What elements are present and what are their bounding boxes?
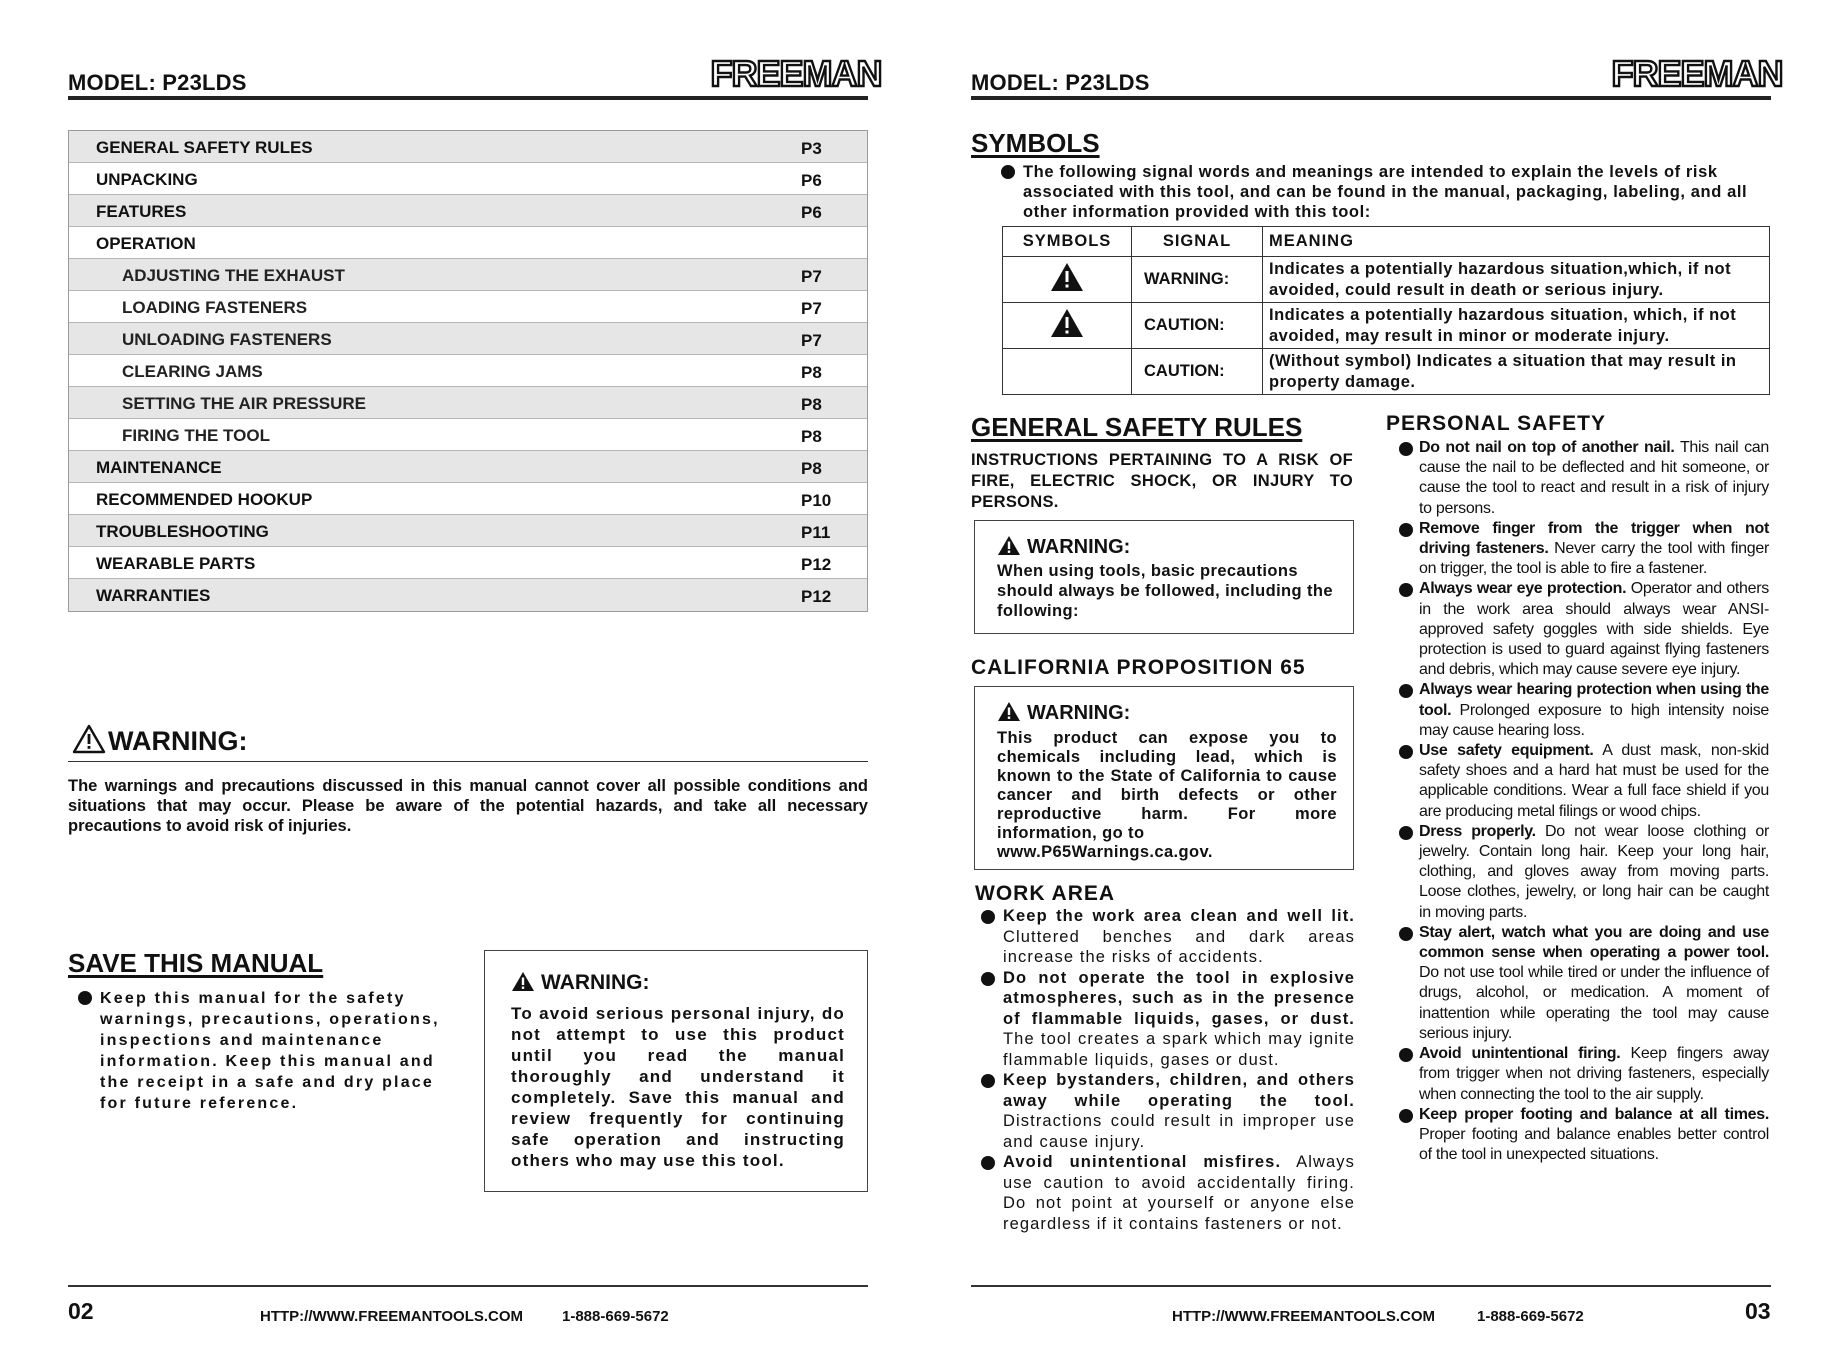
warning-triangle-icon xyxy=(72,724,106,754)
california-prop65-heading: CALIFORNIA PROPOSITION 65 xyxy=(971,656,1306,679)
bullet-icon xyxy=(981,972,995,986)
prop65-url[interactable]: www.P65Warnings.ca.gov. xyxy=(997,843,1213,861)
toc-row[interactable] xyxy=(69,515,867,547)
bullet-icon xyxy=(1399,927,1413,941)
footer-url[interactable]: HTTP://WWW.FREEMANTOOLS.COM xyxy=(260,1308,524,1325)
toc-title: RECOMMENDED HOOKUP xyxy=(96,490,313,509)
model-label: MODEL: P23LDS xyxy=(68,70,247,95)
work-area-list xyxy=(981,906,1355,1234)
work-area-item-text xyxy=(1003,1070,1355,1152)
warning-box-label: WARNING: xyxy=(1027,536,1131,558)
symbols-intro xyxy=(981,162,1781,222)
prop65-warning-box xyxy=(974,686,1354,870)
meaning-cell: (Without symbol) Indicates a situation that may result in property damage. xyxy=(1263,349,1770,395)
work-area-item xyxy=(981,906,1355,968)
work-area-item-bold: Do not operate the tool in explosive atmospheres, such as in the presence of flammable liquids, gases, or dust. xyxy=(1003,968,1355,1028)
bullet-icon xyxy=(1399,826,1413,840)
work-area-item-rest: Cluttered benches and dark areas increase the risks of accidents. xyxy=(1003,927,1355,966)
toc-page: P7 xyxy=(801,299,822,318)
work-area-heading: WORK AREA xyxy=(975,882,1116,905)
table-of-contents xyxy=(68,130,868,612)
work-area-item xyxy=(981,968,1355,1071)
prop65-text xyxy=(997,729,1337,862)
personal-safety-item-text xyxy=(1419,822,1769,923)
meaning-header: MEANING xyxy=(1263,227,1770,257)
warning-triangle-icon xyxy=(511,971,535,992)
symbols-table xyxy=(1002,226,1770,395)
warning-heading xyxy=(68,722,868,762)
toc-row[interactable] xyxy=(69,323,867,355)
toc-page: P7 xyxy=(801,331,822,350)
toc-row[interactable] xyxy=(69,227,867,259)
toc-title: CLEARING JAMS xyxy=(122,362,263,381)
work-area-item xyxy=(981,1152,1355,1234)
meaning-cell: Indicates a potentially hazardous situation,which, if not avoided, could result in death or serious injury. xyxy=(1263,257,1770,303)
personal-safety-item-text xyxy=(1419,579,1769,680)
toc-row[interactable] xyxy=(69,547,867,579)
work-area-item-bold: Keep the work area clean and well lit. xyxy=(1003,907,1355,925)
work-area-item-bold: Avoid unintentional misfires. xyxy=(1003,1153,1282,1171)
personal-safety-item xyxy=(1399,741,1769,822)
toc-title: TROUBLESHOOTING xyxy=(96,522,269,541)
toc-page: P8 xyxy=(801,363,822,382)
warning-box-heading xyxy=(997,701,1130,725)
warning-triangle-icon xyxy=(1050,262,1084,292)
warning-text: The warnings and precautions discussed in this manual cannot cover all possible conditions and situations that may occur. Please be aware of the potential hazards, and take all necessary precautions to avoid risk of injuries. xyxy=(68,777,868,835)
signal-header: SIGNAL xyxy=(1132,227,1263,257)
toc-title: MAINTENANCE xyxy=(96,458,222,477)
symbol-cell xyxy=(1003,303,1132,349)
personal-safety-item-text xyxy=(1419,1044,1769,1105)
warning-box-heading xyxy=(511,971,650,995)
toc-title: UNPACKING xyxy=(96,170,198,189)
toc-row[interactable] xyxy=(69,355,867,387)
work-area-item-rest: Distractions could result in improper use and cause injury. xyxy=(1003,1112,1355,1151)
personal-safety-item-text xyxy=(1419,519,1769,580)
personal-safety-item-rest: Operator and others in the work area should always wear ANSI-approved safety goggles with side shields. Eye protection is used to guard against flying fasteners and debris, which may cause severe eye injury. xyxy=(1419,580,1769,679)
personal-safety-item-bold: Always wear eye protection. xyxy=(1419,580,1627,598)
freeman-logo xyxy=(1611,52,1783,94)
toc-page: P7 xyxy=(801,267,822,286)
work-area-item-text xyxy=(1003,906,1355,968)
right-page xyxy=(917,0,1834,1362)
instructions-text: INSTRUCTIONS PERTAINING TO A RISK OF FIRE, ELECTRIC SHOCK, OR INJURY TO PERSONS. xyxy=(971,451,1353,511)
save-manual-heading: SAVE THIS MANUAL xyxy=(68,948,324,978)
personal-safety-item-bold: Always wear hearing protection when using the tool. xyxy=(1419,681,1769,719)
symbols-heading: SYMBOLS xyxy=(971,128,1100,158)
toc-row[interactable] xyxy=(69,387,867,419)
toc-title: OPERATION xyxy=(96,234,196,253)
save-manual-text: Keep this manual for the safety warnings, precautions, operations, inspections and maintenance information. Keep this manual and the receipt in a safe and dry place for future reference. xyxy=(100,990,440,1112)
personal-safety-item-bold: Use safety equipment. xyxy=(1419,742,1594,760)
personal-safety-item-rest: A dust mask, non-skid safety shoes and a hard hat must be used for the applicable conditions. Wear a full face shield if you are producing metal filings or wood chips. xyxy=(1419,742,1769,820)
toc-page: P8 xyxy=(801,395,822,414)
toc-page: P6 xyxy=(801,171,822,190)
toc-page: P6 xyxy=(801,203,822,222)
bullet-icon xyxy=(78,991,92,1005)
page-number: 02 xyxy=(68,1298,94,1324)
page-number: 03 xyxy=(1745,1298,1771,1324)
personal-safety-heading: PERSONAL SAFETY xyxy=(1386,412,1606,435)
warning-box-text: When using tools, basic precautions should always be followed, including the following: xyxy=(997,562,1333,620)
warning-box-label: WARNING: xyxy=(541,971,650,994)
signal-cell: WARNING: xyxy=(1132,257,1263,303)
personal-safety-item-bold: Stay alert, watch what you are doing and use common sense when operating a power tool. xyxy=(1419,923,1769,962)
warning-box xyxy=(484,950,868,1192)
toc-page: P11 xyxy=(801,523,831,542)
toc-page: P12 xyxy=(801,555,832,574)
personal-safety-item-text xyxy=(1419,1105,1769,1166)
meaning-cell: Indicates a potentially hazardous situation, which, if not avoided, may result in minor or moderate injury. xyxy=(1263,303,1770,349)
toc-row[interactable] xyxy=(69,291,867,323)
work-area-item-text xyxy=(1003,1152,1355,1234)
bullet-icon xyxy=(1399,442,1413,456)
toc-title: UNLOADING FASTENERS xyxy=(122,330,332,349)
personal-safety-item xyxy=(1399,680,1769,741)
toc-title: ADJUSTING THE EXHAUST xyxy=(122,266,345,285)
personal-safety-item-bold: Avoid unintentional firing. xyxy=(1419,1045,1621,1063)
work-area-item xyxy=(981,1070,1355,1152)
toc-title: FIRING THE TOOL xyxy=(122,426,270,445)
personal-safety-item-text xyxy=(1419,923,1769,1044)
toc-title: WEARABLE PARTS xyxy=(96,554,256,573)
warning-label: WARNING: xyxy=(108,726,248,756)
toc-page: P8 xyxy=(801,459,822,478)
toc-title: GENERAL SAFETY RULES xyxy=(96,138,313,157)
work-area-item-bold: Keep bystanders, children, and others away while operating the tool. xyxy=(1003,1071,1355,1110)
prop65-body: This product can expose you to chemicals including lead, which is known to the State of California to cause cancer and birth defects or other reproductive harm. For more information, go to xyxy=(997,729,1337,842)
work-area-item-rest: Always use caution to avoid accidentally firing. Do not point at yourself or anyone else regardless if it contains fasteners or not. xyxy=(1003,1153,1356,1233)
personal-safety-item xyxy=(1399,519,1769,580)
toc-row[interactable] xyxy=(69,131,867,163)
personal-safety-item-bold: Keep proper footing and balance at all times. xyxy=(1419,1105,1769,1123)
personal-safety-item-rest: This nail can cause the nail to be deflected and hit someone, or cause the tool to react and result in a risk of injury to persons. xyxy=(1419,439,1769,517)
personal-safety-item-rest: Proper footing and balance enables better control of the tool in unexpected situations. xyxy=(1419,1125,1769,1164)
toc-row[interactable] xyxy=(69,259,867,291)
header-rule xyxy=(971,96,1771,100)
personal-safety-item xyxy=(1399,1044,1769,1105)
warning-triangle-icon xyxy=(997,535,1021,556)
model-label: MODEL: P23LDS xyxy=(971,70,1150,95)
footer-phone: 1-888-669-5672 xyxy=(562,1308,669,1325)
personal-safety-item xyxy=(1399,1105,1769,1166)
warning-triangle-icon xyxy=(997,701,1021,722)
save-manual-item xyxy=(78,988,450,1114)
symbols-intro-text: The following signal words and meanings are intended to explain the levels of risk associated with this tool, and can be found in the manual, packaging, labeling, and all other information provided with this tool: xyxy=(1023,163,1748,221)
footer-phone: 1-888-669-5672 xyxy=(1477,1308,1584,1325)
bullet-icon xyxy=(981,1156,995,1170)
toc-row[interactable] xyxy=(69,195,867,227)
personal-safety-item-rest: Never carry the tool with finger on trigger, the tool is able to fire a fastener. xyxy=(1419,540,1769,578)
svg-text:FREEMAN: FREEMAN xyxy=(1611,53,1783,94)
freeman-logo xyxy=(710,52,882,94)
bullet-icon xyxy=(1399,1048,1413,1062)
personal-safety-item-rest: Keep fingers away from trigger when not driving fasteners, especially when connecting the tool to the air supply. xyxy=(1419,1045,1769,1103)
warning-triangle-icon xyxy=(1050,308,1084,338)
toc-page: P10 xyxy=(801,491,832,510)
signal-cell: CAUTION: xyxy=(1132,303,1263,349)
toc-row[interactable] xyxy=(69,451,867,483)
personal-safety-item-text xyxy=(1419,741,1769,822)
toc-title: SETTING THE AIR PRESSURE xyxy=(122,394,367,413)
warning-box-text: To avoid serious personal injury, do not attempt to use this product until you read the manual thoroughly and understand it completely. Save this manual and review frequently for continuing safe operation and instructing others who may use this tool. xyxy=(511,1004,845,1170)
symbol-cell xyxy=(1003,257,1132,303)
personal-safety-item-bold: Do not nail on top of another nail. xyxy=(1419,439,1675,456)
work-area-item-rest: The tool creates a spark which may ignite flammable liquids, gases or dust. xyxy=(1003,1030,1355,1069)
general-safety-heading: GENERAL SAFETY RULES xyxy=(971,412,1303,442)
svg-text:FREEMAN: FREEMAN xyxy=(710,53,882,94)
bullet-icon xyxy=(1399,583,1413,597)
footer-url[interactable]: HTTP://WWW.FREEMANTOOLS.COM xyxy=(1172,1308,1436,1325)
personal-safety-item xyxy=(1399,822,1769,923)
warning-box-label: WARNING: xyxy=(1027,702,1131,724)
personal-safety-item-text xyxy=(1419,438,1769,519)
toc-page: P3 xyxy=(801,139,822,158)
personal-safety-item xyxy=(1399,579,1769,680)
personal-safety-item-rest: Prolonged exposure to high intensity noise may cause hearing loss. xyxy=(1419,701,1769,739)
bullet-icon xyxy=(1399,1109,1413,1123)
bullet-icon xyxy=(1001,165,1015,179)
symbol-cell xyxy=(1003,349,1132,395)
personal-safety-item-bold: Remove finger from the trigger when not driving fasteners. xyxy=(1419,519,1769,558)
personal-safety-item-text xyxy=(1419,680,1769,741)
personal-safety-item xyxy=(1399,923,1769,1044)
personal-safety-list xyxy=(1399,438,1769,1165)
toc-row[interactable] xyxy=(69,579,867,611)
footer-rule xyxy=(68,1285,868,1287)
toc-title: FEATURES xyxy=(96,202,187,221)
personal-safety-item-rest: Do not wear loose clothing or jewelry. Contain long hair. Keep your long hair, clothing, and gloves away from moving parts. Loose clothes, jewelry, or long hair can be caught in moving parts. xyxy=(1419,822,1769,921)
toc-title: LOADING FASTENERS xyxy=(122,298,308,317)
personal-safety-item xyxy=(1399,438,1769,519)
personal-safety-item-rest: Do not use tool while tired or under the influence of drugs, alcohol, or medication. A moment of inattention while operating the tool may cause serious injury. xyxy=(1419,964,1769,1042)
bullet-icon xyxy=(1399,523,1413,537)
toc-title: WARRANTIES xyxy=(96,586,211,605)
bullet-icon xyxy=(981,1074,995,1088)
warning-box xyxy=(974,520,1354,634)
toc-row[interactable] xyxy=(69,419,867,451)
signal-cell: CAUTION: xyxy=(1132,349,1263,395)
toc-row[interactable] xyxy=(69,163,867,195)
bullet-icon xyxy=(981,910,995,924)
warning-box-heading xyxy=(997,535,1130,559)
toc-row[interactable] xyxy=(69,483,867,515)
header-rule xyxy=(68,96,868,100)
bullet-icon xyxy=(1399,745,1413,759)
toc-page: P8 xyxy=(801,427,822,446)
bullet-icon xyxy=(1399,684,1413,698)
work-area-item-text xyxy=(1003,968,1355,1071)
symbols-header: SYMBOLS xyxy=(1003,227,1132,257)
personal-safety-item-bold: Dress properly. xyxy=(1419,822,1536,840)
footer-rule xyxy=(971,1285,1771,1287)
toc-page: P12 xyxy=(801,587,832,606)
